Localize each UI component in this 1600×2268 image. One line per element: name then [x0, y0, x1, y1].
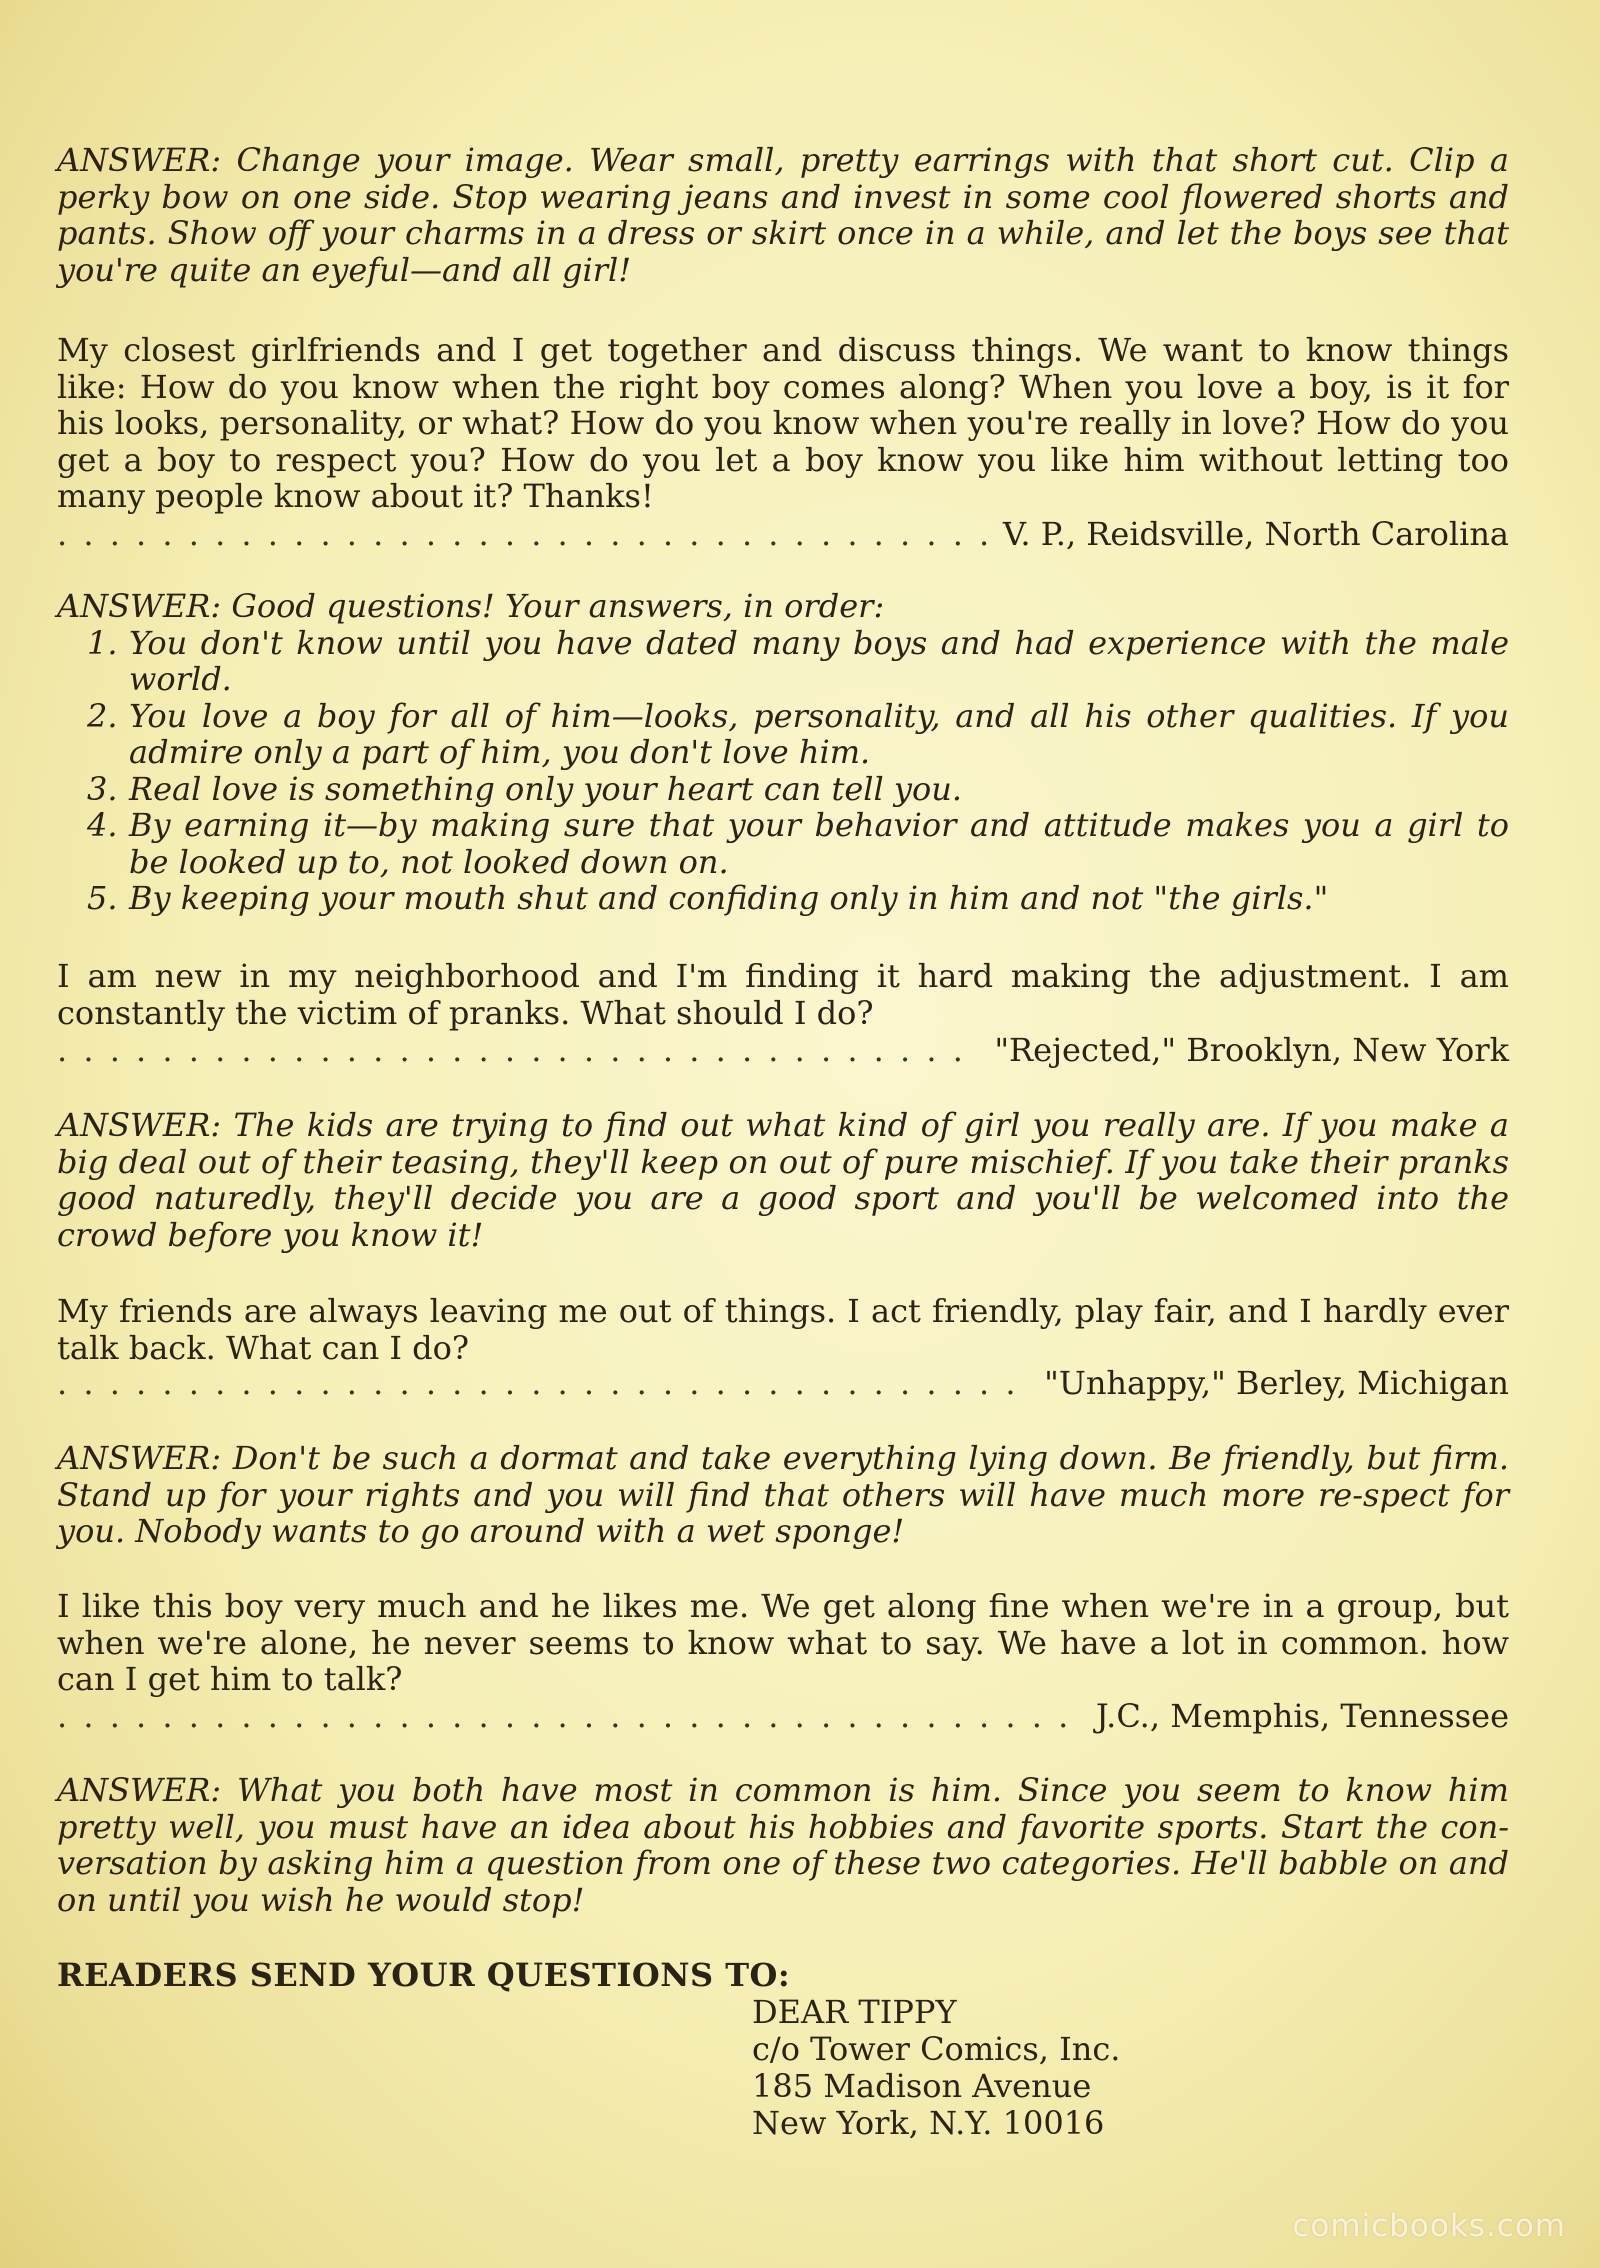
submission-heading: READERS SEND YOUR QUESTIONS TO: — [57, 1956, 791, 1994]
address-line: DEAR TIPPY — [752, 1993, 957, 2031]
reader-letter-4 — [57, 1293, 1509, 1366]
answer-text: Change your image. Wear small, pretty earrings with that short cut. Clip a perky bow on one side. Stop wearing jeans and invest in some cool flowered shorts and pants. Show off your charms in a dress or skirt once in a while, and let the boys see that you're quite an eyeful—and all girl! — [57, 141, 1510, 289]
leader-dots — [57, 1031, 980, 1069]
leader-dots — [57, 515, 989, 553]
answer-label: ANSWER: — [57, 141, 222, 179]
watermark: comicbooks.com — [1292, 2208, 1566, 2244]
letter-signature-3 — [57, 1031, 1509, 1071]
answer-2 — [57, 588, 1509, 917]
mailing-address — [752, 1994, 1120, 2142]
item-number: 4. — [87, 806, 118, 844]
answer-list — [57, 625, 1509, 917]
answer-intro-text: Good questions! Your answers, in order: — [231, 587, 885, 625]
reader-letter-3 — [57, 958, 1509, 1031]
item-number: 3. — [87, 769, 118, 808]
answer-list-item — [57, 880, 1509, 917]
item-text: Real love is something only your heart can tell you. — [129, 769, 963, 808]
item-number: 1. — [87, 623, 118, 662]
answer-label: ANSWER: — [57, 1439, 222, 1477]
reader-letter-2 — [57, 332, 1509, 515]
answer-text: The kids are trying to find out what kind of girl you really are. If you make a big deal out of their teasing, they'll keep on out of pure mischief. If you take their pranks good naturedly, they'll decide you are a good sport and you'll be welcomed into the crowd before you know it! — [57, 1106, 1510, 1254]
answer-label: ANSWER: — [57, 1106, 222, 1144]
address-line: New York, N.Y. 10016 — [752, 2104, 1105, 2142]
answer-text: Don't be such a dormat and take everything lying down. Be friendly, but firm. Stand up for your rights and you will find that others will have much more re-spect for you. Nobody wants to go around with a wet sponge! — [57, 1439, 1510, 1550]
letter-text: I am new in my neighborhood and I'm finding it hard making the adjustment. I am constantly the victim of pranks. What should I do? — [57, 957, 1509, 1032]
address-line: c/o Tower Comics, Inc. — [752, 2030, 1121, 2068]
letter-signature-4 — [57, 1364, 1509, 1404]
item-text: By keeping your mouth shut and confiding only in him and not "the girls." — [129, 879, 1329, 917]
address-line: 185 Madison Avenue — [752, 2067, 1092, 2105]
reader-letter-5 — [57, 1588, 1509, 1698]
signature-text: "Rejected," Brooklyn, New York — [994, 1031, 1509, 1069]
answer-list-item — [57, 771, 1509, 808]
answer-text: What you both have most in common is him. Since you seem to know him pretty well, you must have an idea about his hobbies and favorite sports. Start the con-versation by asking him a question from one of these two categories. He'll babble on and on until you wish he would stop! — [57, 1771, 1510, 1919]
item-text: You love a boy for all of him—looks, personality, and all his other qualities. If you admire only a part of him, you don't love him. — [129, 696, 1509, 771]
answer-list-item — [57, 807, 1509, 880]
item-text: By earning it—by making sure that your behavior and attitude makes you a girl to be looked up to, not looked down on. — [129, 806, 1509, 881]
item-number: 2. — [87, 696, 118, 735]
leader-dots — [57, 1364, 1030, 1402]
answer-label: ANSWER: — [57, 1771, 222, 1809]
item-text: You don't know until you have dated many boys and had experience with the male world. — [129, 623, 1509, 698]
letter-signature-2 — [57, 515, 1509, 555]
signature-text: "Unhappy," Berley, Michigan — [1044, 1364, 1509, 1402]
letter-text: My closest girlfriends and I get together and discuss things. We want to know things like: How do you know when the right boy comes along? When you love a boy, is it for his looks, personality, or what? How do you know when you're really in love? How do you get a boy to respect you? How do you let a boy know you like him without letting too many people know about it? Thanks! — [57, 331, 1509, 515]
answer-1 — [57, 142, 1509, 288]
answer-list-item — [57, 698, 1509, 771]
answer-4 — [57, 1440, 1509, 1550]
letter-text: I like this boy very much and he likes me. We get along fine when we're in a group, but when we're alone, he never seems to know what to say. We have a lot in common. how can I get him to talk? — [57, 1587, 1509, 1698]
answer-intro — [57, 588, 1509, 625]
signature-text: J.C., Memphis, Tennessee — [1095, 1697, 1509, 1735]
item-number: 5. — [87, 879, 118, 917]
answer-list-item — [57, 625, 1509, 698]
leader-dots — [57, 1697, 1082, 1735]
answer-5 — [57, 1772, 1509, 1918]
answer-label: ANSWER: — [57, 587, 222, 625]
answer-3 — [57, 1107, 1509, 1253]
letter-text: My friends are always leaving me out of things. I act friendly, play fair, and I hardly ever talk back. What can I do? — [57, 1292, 1509, 1367]
signature-text: V. P., Reidsville, North Carolina — [1002, 515, 1509, 553]
letter-signature-5 — [57, 1697, 1509, 1737]
